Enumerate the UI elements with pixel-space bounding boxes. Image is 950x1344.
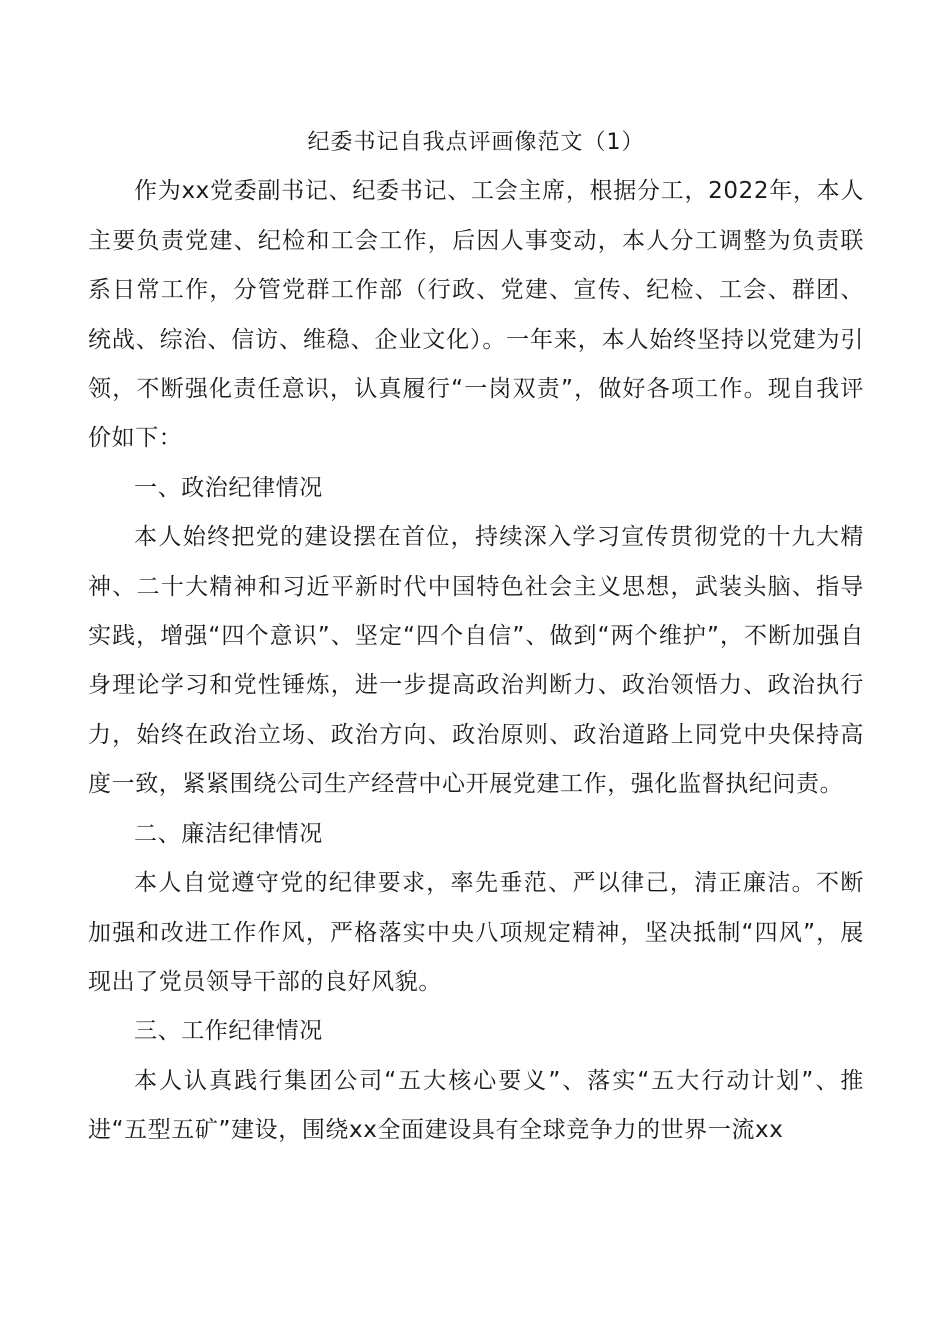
paragraph-integrity-discipline: 本人自觉遵守党的纪律要求，率先垂范、严以律己，清正廉洁。不断加强和改进工作作风，严格落实中央八项规定精神，坚决抵制“四风”，展现出了党员领导干部的良好风貌。 [88,870,864,995]
section-heading-political-discipline: 一、政治纪律情况 [134,474,323,501]
paragraph-political-discipline: 本人始终把党的建设摆在首位，持续深入学习宣传贯彻党的十九大精神、二十大精神和习近平新时代中国特色社会主义思想，武装头脑、指导实践，增强“四个意识”、坚定“四个自信”、做到“两个维护”，不断加强自身理论学习和党性锤炼，进一步提高政治判断力、政治领悟力、政治执行力，始终在政治立场、政治方向、政治原则、政治道路上同党中央保持高度一致，紧紧围绕公司生产经营中心开展党建工作，强化监督执纪问责。 [88,524,864,798]
section-heading-integrity-discipline: 二、廉洁纪律情况 [134,820,323,847]
section-heading-work-discipline: 三、工作纪律情况 [134,1018,323,1045]
paragraph-intro: 作为xx党委副书记、纪委书记、工会主席，根据分工，2022年，本人主要负责党建、纪检和工会工作，后因人事变动，本人分工调整为负责联系日常工作，分管党群工作部（行政、党建、宣传、纪检、工会、群团、统战、综治、信访、维稳、企业文化）。一年来，本人始终坚持以党建为引领，不断强化责任意识，认真履行“一岗双责”，做好各项工作。现自我评价如下： [88,178,864,452]
paragraph-work-discipline: 本人认真践行集团公司“五大核心要义”、落实“五大行动计划”、推进“五型五矿”建设，围绕xx全面建设具有全球竞争力的世界一流xx [88,1067,864,1144]
document-body [88,118,864,1156]
document-title: 纪委书记自我点评画像范文（1） [307,130,645,155]
